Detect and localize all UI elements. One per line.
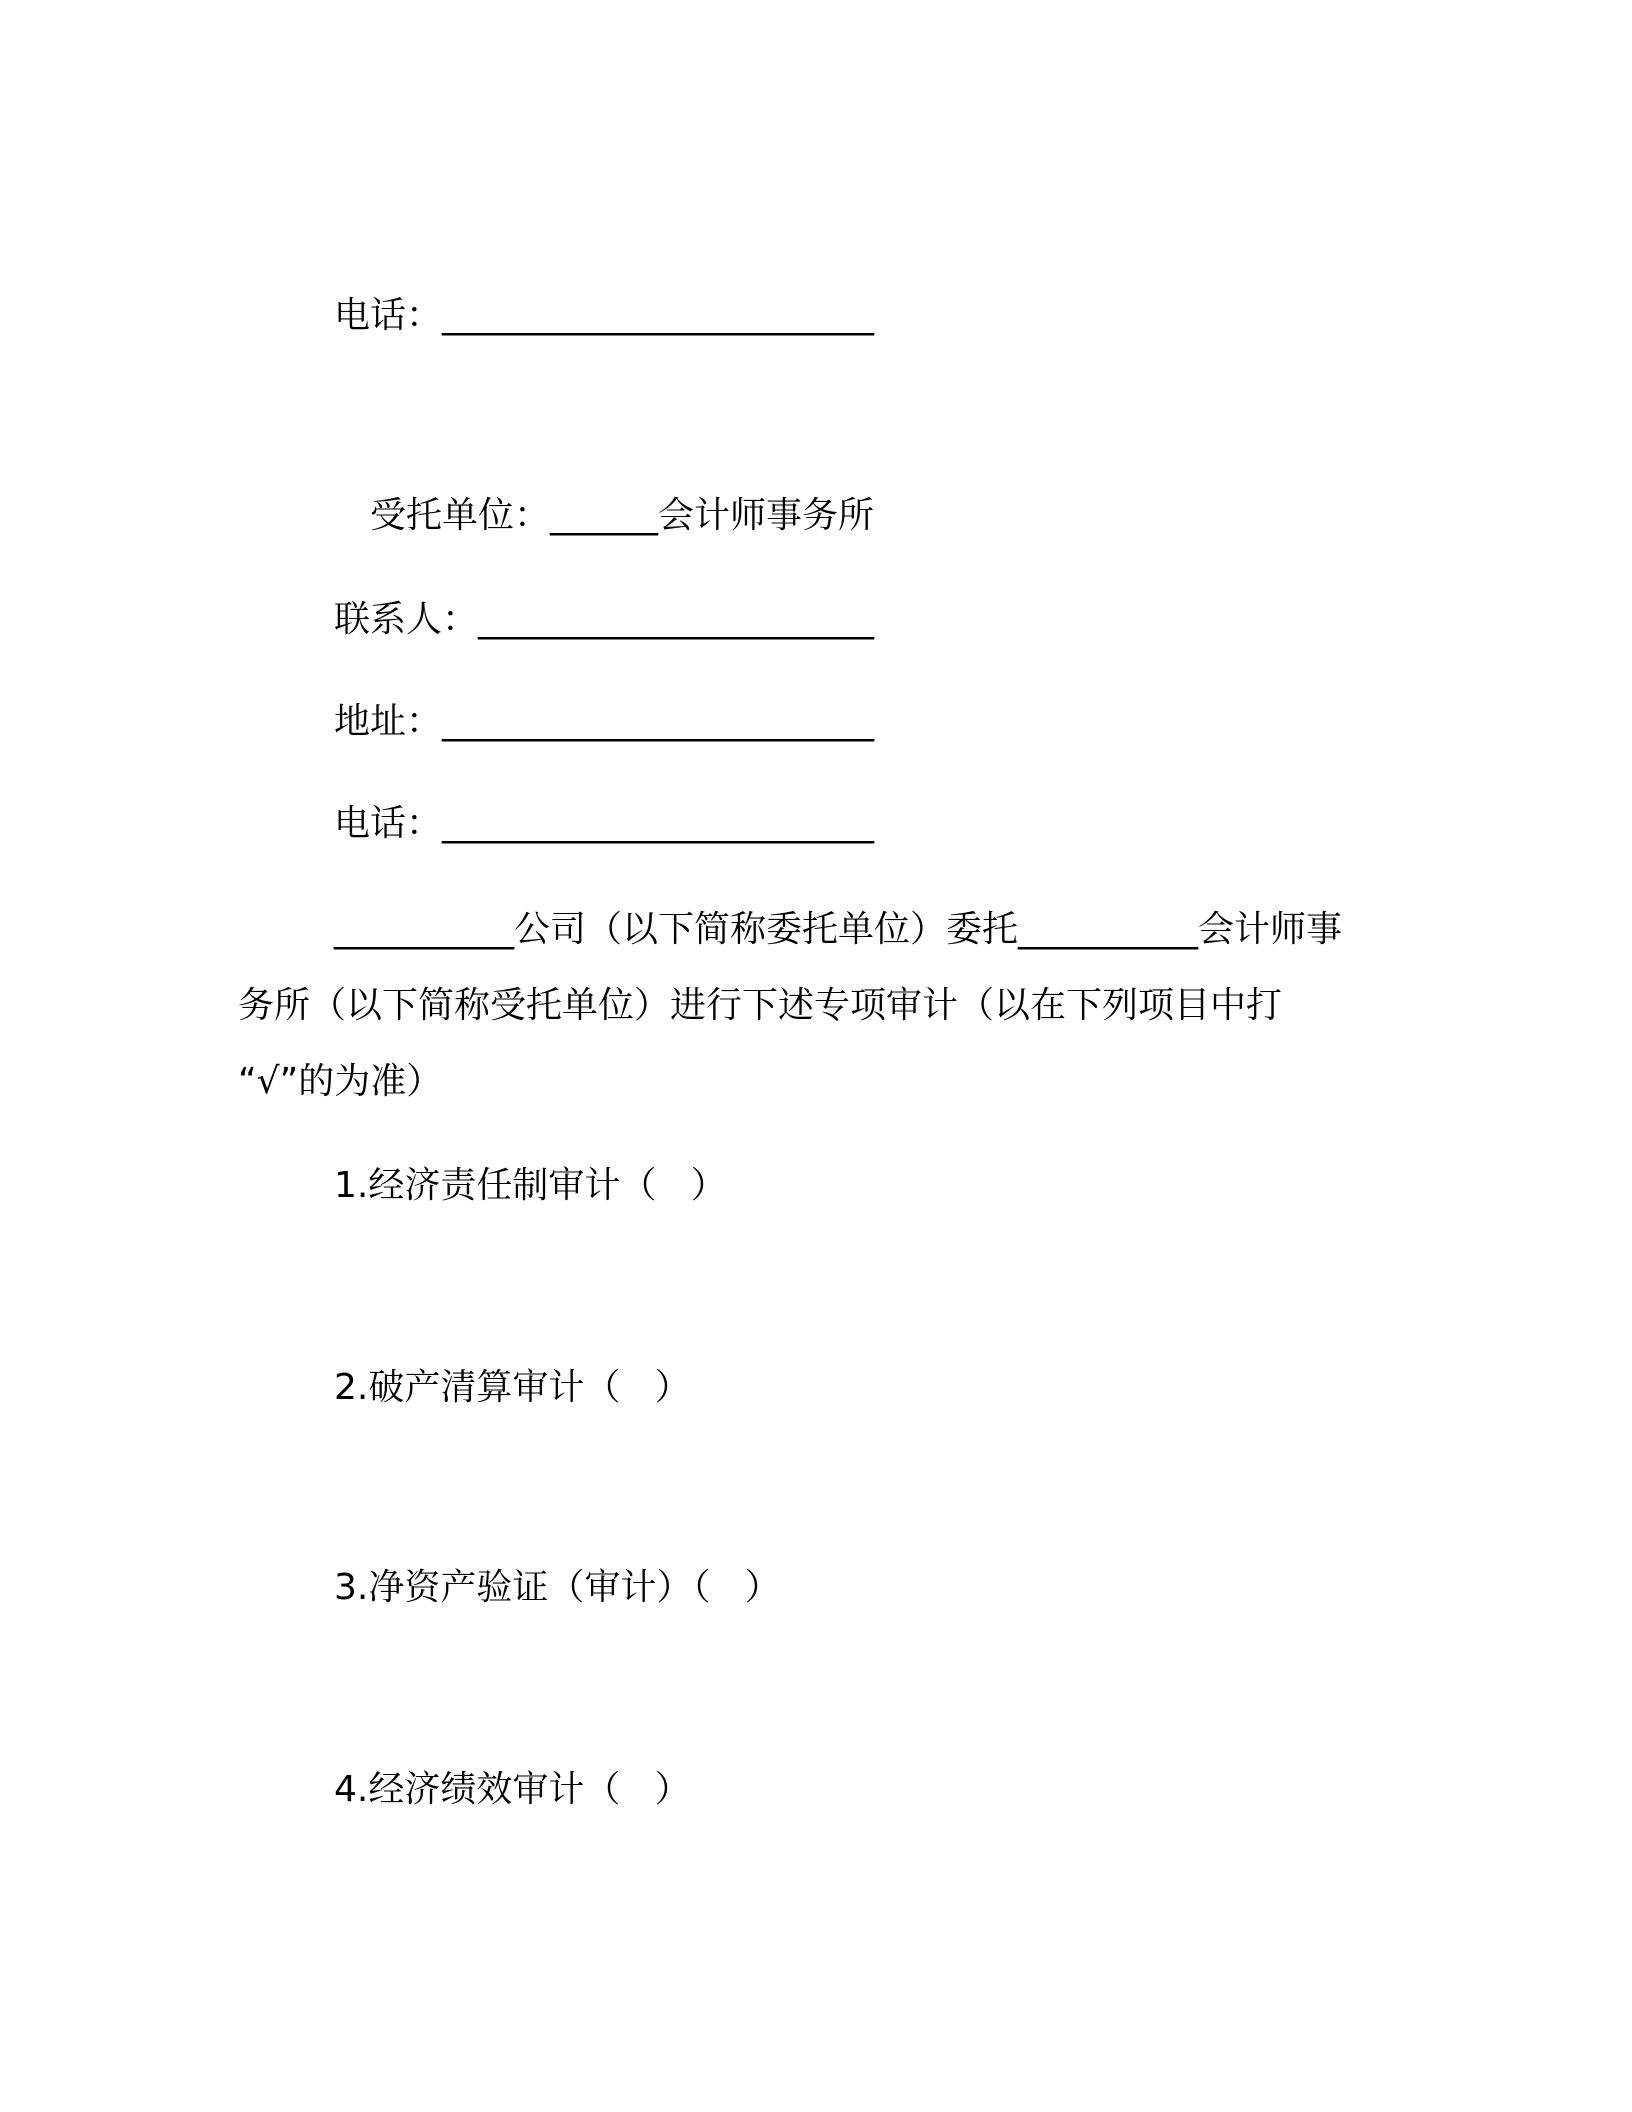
commission-paragraph-line-2: 务所（以下简称受托单位）进行下述专项审计（以在下列项目中打 — [238, 985, 1283, 1026]
audit-item-net-asset-verification: 3.净资产验证（审计）（ ） — [334, 1567, 781, 1608]
client-phone-line: 电话：________________________ — [334, 295, 875, 336]
commission-paragraph-line-1: __________公司（以下简称委托单位）委托__________会计师事 — [334, 909, 1343, 950]
trustee-phone-line: 电话：________________________ — [334, 803, 875, 844]
contact-person-line: 联系人：______________________ — [334, 599, 875, 640]
commission-paragraph-line-3: “√”的为准） — [238, 1061, 443, 1102]
trustee-unit-line: 受托单位：______会计师事务所 — [370, 495, 875, 536]
address-line: 地址：________________________ — [334, 701, 875, 742]
audit-item-economic-responsibility: 1.经济责任制审计（ ） — [334, 1165, 727, 1206]
audit-item-economic-performance: 4.经济绩效审计（ ） — [334, 1769, 691, 1810]
audit-item-bankruptcy-liquidation: 2.破产清算审计（ ） — [334, 1367, 691, 1408]
